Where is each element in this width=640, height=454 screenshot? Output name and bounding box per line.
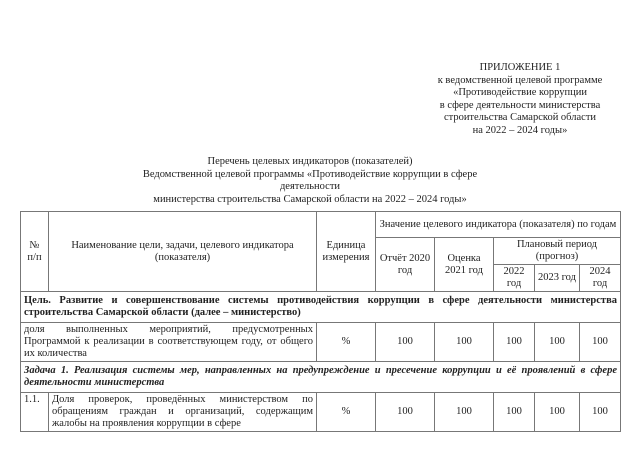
value-2024: 100 xyxy=(580,323,621,362)
value-2020: 100 xyxy=(376,393,435,432)
goal-row: Цель. Развитие и совершенствование системы противодействия коррупции в сфере деятельности министерства строительства Самарской области (далее – министерство) xyxy=(21,292,621,323)
table-row xyxy=(21,323,621,362)
appendix-line: строительства Самарской области xyxy=(443,112,597,123)
value-2024: 100 xyxy=(580,393,621,432)
header-num: № п/п xyxy=(21,212,49,292)
appendix-line: на 2022 – 2024 годы» xyxy=(472,124,568,136)
indicators-table xyxy=(20,211,621,432)
header-plan: Плановый период (прогноз) xyxy=(494,238,621,265)
appendix-header xyxy=(400,62,640,137)
appendix-line: в сфере деятельности министерства xyxy=(439,99,601,111)
value-2021: 100 xyxy=(435,323,494,362)
task-row: Задача 1. Реализация системы мер, направленных на предупреждение и пресечение коррупции и её проявлений в сфере деятельности министерства xyxy=(21,362,621,393)
title-line: министерства строительства Самарской области на 2022 – 2024 годы» xyxy=(153,193,467,205)
appendix-line: ПРИЛОЖЕНИЕ 1 xyxy=(479,62,561,73)
value-2021: 100 xyxy=(435,393,494,432)
header-unit: Единица измерения xyxy=(317,212,376,292)
header-2024: 2024 год xyxy=(580,265,621,292)
indicator-num: 1.1. xyxy=(21,393,49,432)
title-line: Ведомственной целевой программы «Противодействие коррупции в сфере деятельности xyxy=(142,168,478,192)
title-line: Перечень целевых индикаторов (показателей) xyxy=(207,156,413,167)
value-2022: 100 xyxy=(494,393,535,432)
indicator-name: Доля проверок, проведённых министерством по обращениям граждан и организаций, содержащим жалобы на проявления коррупции в сфере xyxy=(49,393,317,432)
appendix-line: к ведомственной целевой программе xyxy=(437,74,603,86)
header-name: Наименование цели, задачи, целевого индикатора (показателя) xyxy=(49,212,317,292)
header-2023: 2023 год xyxy=(535,265,580,292)
header-values: Значение целевого индикатора (показателя) по годам xyxy=(376,212,621,238)
table-row xyxy=(21,393,621,432)
indicator-unit: % xyxy=(317,323,376,362)
value-2020: 100 xyxy=(376,323,435,362)
indicator-name: доля выполненных мероприятий, предусмотренных Программой к реализации в соответствующем году, от общего их количества xyxy=(21,323,317,362)
header-report: Отчёт 2020 год xyxy=(376,238,435,292)
header-estimate: Оценка 2021 год xyxy=(435,238,494,292)
value-2023: 100 xyxy=(535,323,580,362)
document-title xyxy=(120,156,500,206)
header-2022: 2022 год xyxy=(494,265,535,292)
value-2023: 100 xyxy=(535,393,580,432)
appendix-line: «Противодействие коррупции xyxy=(453,87,587,98)
indicator-unit: % xyxy=(317,393,376,432)
value-2022: 100 xyxy=(494,323,535,362)
